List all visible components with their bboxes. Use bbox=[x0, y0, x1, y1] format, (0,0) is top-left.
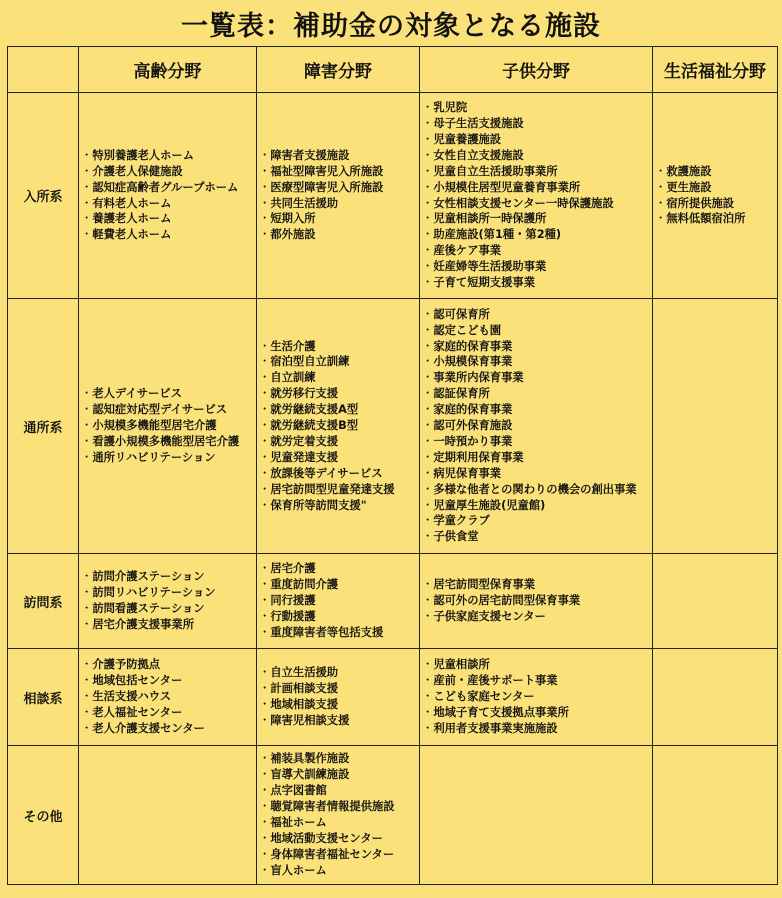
list-item: ・ 聴覚障害者情報提供施設 bbox=[261, 799, 415, 815]
list-item: ・ 女性相談支援センター一時保護施設 bbox=[424, 196, 648, 212]
list-item: ・ 病児保育事業 bbox=[424, 466, 648, 482]
list-item: ・ 点字図書館 bbox=[261, 783, 415, 799]
cell-day-service-elderly bbox=[79, 299, 257, 554]
cell-consultation-welfare bbox=[653, 649, 778, 746]
list-item: ・ 無料低額宿泊所 bbox=[657, 211, 773, 227]
list-item: ・ 認知症対応型デイサービス bbox=[83, 402, 252, 418]
list-item: ・ 小規模保育事業 bbox=[424, 354, 648, 370]
list-item: ・ 更生施設 bbox=[657, 180, 773, 196]
cell-home-visit-disability bbox=[257, 554, 420, 649]
list-item: ・ 看護小規模多機能型居宅介護 bbox=[83, 434, 252, 450]
list-item: ・ 就労定着支援 bbox=[261, 434, 415, 450]
list-item: ・ 共同生活援助 bbox=[261, 196, 415, 212]
list-item: ・ 児童相談所一時保護所 bbox=[424, 211, 648, 227]
list-item: ・ 老人デイサービス bbox=[83, 386, 252, 402]
list-item: ・ 特別養護老人ホーム bbox=[83, 148, 252, 164]
list-item: ・ 計画相談支援 bbox=[261, 681, 415, 697]
list-item: ・ 家庭的保育事業 bbox=[424, 339, 648, 355]
row-label: その他 bbox=[8, 746, 79, 885]
list-item: ・ 小規模多機能型居宅介護 bbox=[83, 418, 252, 434]
list-item: ・ 障害者支援施設 bbox=[261, 148, 415, 164]
cell-home-visit-welfare bbox=[653, 554, 778, 649]
list-item: ・ 地域相談支援 bbox=[261, 697, 415, 713]
row-label: 入所系 bbox=[8, 93, 79, 299]
cell-home-visit-elderly bbox=[79, 554, 257, 649]
row-label: 通所系 bbox=[8, 299, 79, 554]
list-item: ・ 福祉ホーム bbox=[261, 815, 415, 831]
row-consultation bbox=[8, 649, 778, 746]
header-disability: 障害分野 bbox=[257, 47, 420, 93]
list-item: ・ 保育所等訪問支援" bbox=[261, 498, 415, 514]
cell-day-service-welfare bbox=[653, 299, 778, 554]
facility-list bbox=[261, 665, 415, 729]
list-item: ・ 学童クラブ bbox=[424, 513, 648, 529]
list-item: ・ 児童養護施設 bbox=[424, 132, 648, 148]
list-item: ・ 子育て短期支援事業 bbox=[424, 275, 648, 291]
list-item: ・ 居宅訪問型保育事業 bbox=[424, 577, 648, 593]
list-item: ・ 児童相談所 bbox=[424, 657, 648, 673]
facility-list bbox=[424, 577, 648, 625]
list-item: ・ 老人介護支援センター bbox=[83, 721, 252, 737]
cell-day-service-children bbox=[420, 299, 653, 554]
list-item: ・ 女性自立支援施設 bbox=[424, 148, 648, 164]
list-item: ・ 就労継続支援B型 bbox=[261, 418, 415, 434]
list-item: ・ 一時預かり事業 bbox=[424, 434, 648, 450]
list-item: ・ 地域子育て支援拠点事業所 bbox=[424, 705, 648, 721]
list-item: ・ 福祉型障害児入所施設 bbox=[261, 164, 415, 180]
list-item: ・ 子供家庭支援センター bbox=[424, 609, 648, 625]
facility-list bbox=[424, 307, 648, 546]
list-item: ・ 軽費老人ホーム bbox=[83, 227, 252, 243]
list-item: ・ 救護施設 bbox=[657, 164, 773, 180]
list-item: ・ 都外施設 bbox=[261, 227, 415, 243]
list-item: ・ 自立訓練 bbox=[261, 370, 415, 386]
cell-residential-welfare bbox=[653, 93, 778, 299]
list-item: ・ 就労継続支援A型 bbox=[261, 402, 415, 418]
list-item: ・ 児童自立生活援助事業所 bbox=[424, 164, 648, 180]
cell-consultation-disability bbox=[257, 649, 420, 746]
row-label: 訪問系 bbox=[8, 554, 79, 649]
cell-home-visit-children bbox=[420, 554, 653, 649]
list-item: ・ 産後ケア事業 bbox=[424, 243, 648, 259]
facility-list bbox=[261, 148, 415, 243]
cell-consultation-children bbox=[420, 649, 653, 746]
list-item: ・ 自立生活援助 bbox=[261, 665, 415, 681]
row-residential bbox=[8, 93, 778, 299]
list-item: ・ 宿所提供施設 bbox=[657, 196, 773, 212]
cell-residential-elderly bbox=[79, 93, 257, 299]
list-item: ・ 地域活動支援センター bbox=[261, 831, 415, 847]
facility-list bbox=[83, 148, 252, 243]
facility-list bbox=[83, 386, 252, 466]
list-item: ・ 認証保育所 bbox=[424, 386, 648, 402]
cell-other-welfare bbox=[653, 746, 778, 885]
list-item: ・ 養護老人ホーム bbox=[83, 211, 252, 227]
list-item: ・ 盲人ホーム bbox=[261, 863, 415, 879]
cell-residential-disability bbox=[257, 93, 420, 299]
facility-list bbox=[261, 339, 415, 514]
list-item: ・ 訪問リハビリテーション bbox=[83, 585, 252, 601]
list-item: ・ 産前・産後サポート事業 bbox=[424, 673, 648, 689]
facility-list bbox=[261, 561, 415, 641]
header-welfare: 生活福祉分野 bbox=[653, 47, 778, 93]
list-item: ・ 生活介護 bbox=[261, 339, 415, 355]
list-item: ・ 盲導犬訓練施設 bbox=[261, 767, 415, 783]
row-day-service bbox=[8, 299, 778, 554]
list-item: ・ 地域包括センター bbox=[83, 673, 252, 689]
list-item: ・ 利用者支援事業実施施設 bbox=[424, 721, 648, 737]
header-children: 子供分野 bbox=[420, 47, 653, 93]
list-item: ・ 身体障害者福祉センター bbox=[261, 847, 415, 863]
list-item: ・ 居宅介護支援事業所 bbox=[83, 617, 252, 633]
list-item: ・ 児童発達支援 bbox=[261, 450, 415, 466]
list-item: ・ 定期利用保育事業 bbox=[424, 450, 648, 466]
list-item: ・ 訪問看護ステーション bbox=[83, 601, 252, 617]
list-item: ・ 乳児院 bbox=[424, 100, 648, 116]
list-item: ・ こども家庭センター bbox=[424, 689, 648, 705]
row-other bbox=[8, 746, 778, 885]
header-elderly: 高齢分野 bbox=[79, 47, 257, 93]
list-item: ・ 認知症高齢者グループホーム bbox=[83, 180, 252, 196]
facility-list bbox=[83, 569, 252, 633]
list-item: ・ 介護老人保健施設 bbox=[83, 164, 252, 180]
list-item: ・ 居宅介護 bbox=[261, 561, 415, 577]
list-item: ・ 重度障害者等包括支援 bbox=[261, 625, 415, 641]
row-home-visit bbox=[8, 554, 778, 649]
cell-day-service-disability bbox=[257, 299, 420, 554]
list-item: ・ 有料老人ホーム bbox=[83, 196, 252, 212]
facility-list bbox=[657, 164, 773, 228]
list-item: ・ 介護予防拠点 bbox=[83, 657, 252, 673]
facility-list bbox=[83, 657, 252, 737]
list-item: ・ 事業所内保育事業 bbox=[424, 370, 648, 386]
list-item: ・ 医療型障害児入所施設 bbox=[261, 180, 415, 196]
list-item: ・ 就労移行支援 bbox=[261, 386, 415, 402]
cell-residential-children bbox=[420, 93, 653, 299]
list-item: ・ 認可外保育施設 bbox=[424, 418, 648, 434]
list-item: ・ 居宅訪問型児童発達支援 bbox=[261, 482, 415, 498]
facility-table bbox=[7, 46, 778, 885]
list-item: ・ 認可外の居宅訪問型保育事業 bbox=[424, 593, 648, 609]
list-item: ・ 通所リハビリテーション bbox=[83, 450, 252, 466]
list-item: ・ 小規模住居型児童養育事業所 bbox=[424, 180, 648, 196]
cell-consultation-elderly bbox=[79, 649, 257, 746]
cell-other-children bbox=[420, 746, 653, 885]
list-item: ・ 行動援護 bbox=[261, 609, 415, 625]
list-item: ・ 補装具製作施設 bbox=[261, 751, 415, 767]
list-item: ・ 子供食堂 bbox=[424, 529, 648, 545]
list-item: ・ 同行援護 bbox=[261, 593, 415, 609]
list-item: ・ 児童厚生施設(児童館) bbox=[424, 498, 648, 514]
list-item: ・ 母子生活支援施設 bbox=[424, 116, 648, 132]
list-item: ・ 認可保育所 bbox=[424, 307, 648, 323]
cell-other-elderly bbox=[79, 746, 257, 885]
list-item: ・ 重度訪問介護 bbox=[261, 577, 415, 593]
list-item: ・ 宿泊型自立訓練 bbox=[261, 354, 415, 370]
corner-cell bbox=[8, 47, 79, 93]
list-item: ・ 生活支援ハウス bbox=[83, 689, 252, 705]
list-item: ・ 短期入所 bbox=[261, 211, 415, 227]
list-item: ・ 助産施設(第1種・第2種) bbox=[424, 227, 648, 243]
list-item: ・ 障害児相談支援 bbox=[261, 713, 415, 729]
list-item: ・ 訪問介護ステーション bbox=[83, 569, 252, 585]
facility-list bbox=[261, 751, 415, 878]
list-item: ・ 放課後等デイサービス bbox=[261, 466, 415, 482]
header-row bbox=[8, 47, 778, 93]
row-label: 相談系 bbox=[8, 649, 79, 746]
list-item: ・ 家庭的保育事業 bbox=[424, 402, 648, 418]
list-item: ・ 妊産婦等生活援助事業 bbox=[424, 259, 648, 275]
facility-list bbox=[424, 657, 648, 737]
list-item: ・ 認定こども園 bbox=[424, 323, 648, 339]
cell-other-disability bbox=[257, 746, 420, 885]
list-item: ・ 老人福祉センター bbox=[83, 705, 252, 721]
facility-list bbox=[424, 100, 648, 291]
page-title: 一覧表：補助金の対象となる施設 bbox=[181, 10, 601, 42]
list-item: ・ 多様な他者との関わりの機会の創出事業 bbox=[424, 482, 648, 498]
